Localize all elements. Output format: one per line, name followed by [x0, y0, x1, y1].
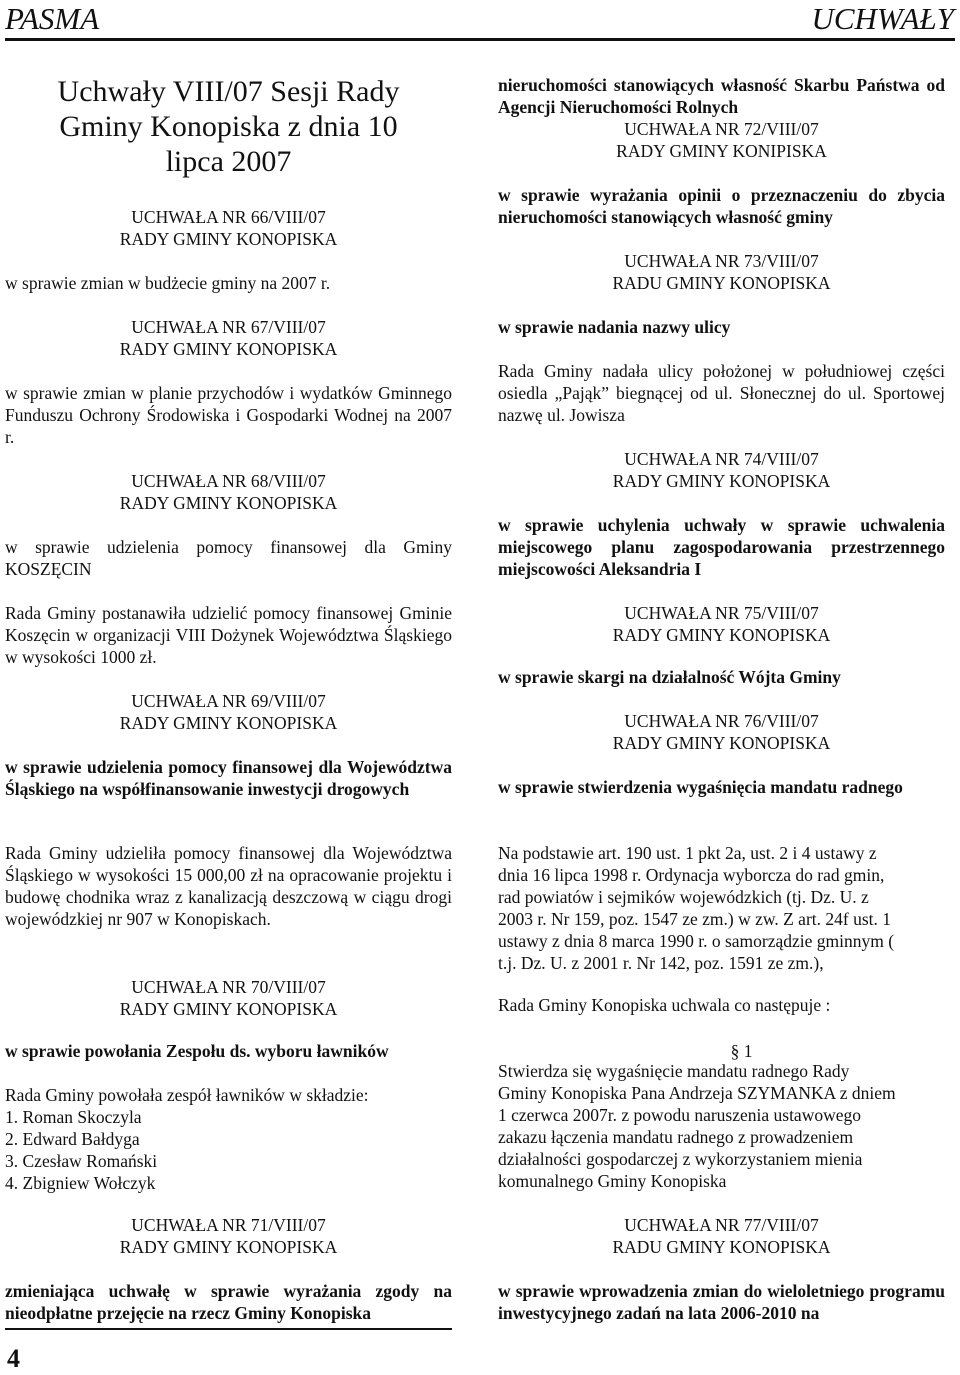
resolution-75-heading: UCHWAŁA NR 75/VIII/07 RADY GMINY KONOPISKA: [612, 603, 831, 645]
resolution-73-subject: w sprawie nadania nazwy ulicy: [498, 317, 731, 337]
resolution-69-body: Rada Gminy udzieliła pomocy finansowej dla Województwa Śląskiego w wysokości 15 000,00 zł na opracowanie projektu i budowę chodnika wraz z kanalizacją deszczową w ciągu drogi wojewódzkiej nr 907 w Konopiskach.: [5, 843, 452, 929]
resolution-72-subject: w sprawie wyrażania opinii o przeznaczeniu do zbycia nieruchomości stanowiących własność gminy: [498, 185, 945, 227]
resolution-70-members: [5, 1084, 452, 1194]
resolution-75-subject: w sprawie skargi na działalność Wójta Gminy: [498, 667, 841, 687]
paragraph-mark: § 1: [730, 1041, 753, 1061]
resolution-68-body: Rada Gminy postanawiła udzielić pomocy finansowej Gminie Koszęcin w organizacji VIII Dożynek Województwa Śląskiego w wysokości 1000 zł.: [5, 603, 452, 667]
resolution-71-heading: UCHWAŁA NR 71/VIII/07 RADY GMINY KONOPISKA: [119, 1215, 338, 1257]
resolution-70-subject: w sprawie powołania Zespołu ds. wyboru ławników: [5, 1041, 389, 1061]
resolution-74-subject: w sprawie uchylenia uchwały w sprawie uchwalenia miejscowego planu zagospodarowania przestrzennego miejscowości Aleksandria I: [498, 515, 945, 579]
resolution-76-text: Stwierdza się wygaśnięcie mandatu radnego Rady Gminy Konopiska Pana Andrzeja SZYMANKA z dniem 1 czerwca 2007r. z powodu naruszenia ustawowego zakazu łączenia mandatu radnego z prowadzeniem działalności gospodarczej z wykorzystaniem mienia komunalnego Gminy Konopiska: [498, 1061, 896, 1191]
resolution-69-heading: UCHWAŁA NR 69/VIII/07 RADY GMINY KONOPISKA: [119, 691, 338, 733]
resolution-73-heading: UCHWAŁA NR 73/VIII/07 RADU GMINY KONOPISKA: [612, 251, 831, 293]
resolution-70-heading: UCHWAŁA NR 70/VIII/07 RADY GMINY KONOPISKA: [119, 977, 338, 1019]
session-title: Uchwały VIII/07 Sesji Rady Gminy Konopiska z dnia 10 lipca 2007: [57, 75, 400, 178]
resolution-69-subject: w sprawie udzielenia pomocy finansowej dla Województwa Śląskiego na współfinansowanie inwestycji drogowych: [5, 757, 452, 799]
page-header: [0, 0, 960, 42]
resolution-67-heading: UCHWAŁA NR 67/VIII/07 RADY GMINY KONOPISKA: [119, 317, 338, 359]
list-item: 1. Roman Skoczyla: [5, 1107, 142, 1127]
members-intro: Rada Gminy powołała zespół ławników w składzie:: [5, 1085, 369, 1105]
resolution-77-subject: w sprawie wprowadzenia zmian do wieloletniego programu inwestycyjnego zadań na lata 2006-2010 na: [498, 1281, 945, 1323]
resolution-74-heading: UCHWAŁA NR 74/VIII/07 RADY GMINY KONOPISKA: [612, 449, 831, 491]
resolution-76-resolves: Rada Gminy Konopiska uchwala co następuje :: [498, 995, 831, 1015]
resolution-68-subject: w sprawie udzielenia pomocy finansowej dla Gminy KOSZĘCIN: [5, 537, 452, 579]
resolution-76-subject: w sprawie stwierdzenia wygaśnięcia mandatu radnego: [498, 777, 903, 797]
continued-text: nieruchomości stanowiących własność Skarbu Państwa od Agencji Nieruchomości Rolnych: [498, 75, 945, 117]
list-item: 3. Czesław Romański: [5, 1151, 158, 1171]
resolution-66-heading: UCHWAŁA NR 66/VIII/07 RADY GMINY KONOPISKA: [119, 207, 338, 249]
resolution-76-heading: UCHWAŁA NR 76/VIII/07 RADY GMINY KONOPISKA: [612, 711, 831, 753]
header-rule: [5, 38, 955, 41]
page-number: 4: [7, 1344, 20, 1373]
footer-rule: [5, 1328, 452, 1330]
resolution-76-legal-basis: Na podstawie art. 190 ust. 1 pkt 2a, ust. 2 i 4 ustawy z dnia 16 lipca 1998 r. Ordynacja wyborcza do rad gmin, rad powiatów i sejmików wojewódzkich (tj. Dz. U. z 2003 r. Nr 159, poz. 1547 ze zm.) w zw. Z art. 24f ust. 1 ustawy z dnia 8 marca 1990 r. o samorządzie gminnym ( t.j. Dz. U. z 2001 r. Nr 142, poz. 1591 ze zm.),: [498, 843, 895, 973]
resolution-68-heading: UCHWAŁA NR 68/VIII/07 RADY GMINY KONOPISKA: [119, 471, 338, 513]
resolution-77-heading: UCHWAŁA NR 77/VIII/07 RADU GMINY KONOPISKA: [612, 1215, 831, 1257]
list-item: 2. Edward Bałdyga: [5, 1129, 140, 1149]
resolution-66-subject: w sprawie zmian w budżecie gminy na 2007 r.: [5, 273, 331, 293]
header-category: UCHWAŁY: [811, 1, 954, 36]
resolution-71-subject: zmieniająca uchwałę w sprawie wyrażania zgody na nieodpłatne przejęcie na rzecz Gminy Konopiska: [5, 1281, 452, 1323]
list-item: 4. Zbigniew Wołczyk: [5, 1173, 156, 1193]
resolution-72-heading: UCHWAŁA NR 72/VIII/07 RADY GMINY KONIPISKA: [616, 119, 827, 161]
resolution-67-subject: w sprawie zmian w planie przychodów i wydatków Gminnego Funduszu Ochrony Środowiska i Gospodarki Wodnej na 2007 r.: [5, 383, 452, 447]
resolution-73-body: Rada Gminy nadała ulicy położonej w południowej części osiedla „Pająk” biegnącej od ul. Słonecznej do ul. Sportowej nazwę ul. Jowisza: [498, 361, 945, 425]
header-section-name: PASMA: [5, 1, 100, 36]
